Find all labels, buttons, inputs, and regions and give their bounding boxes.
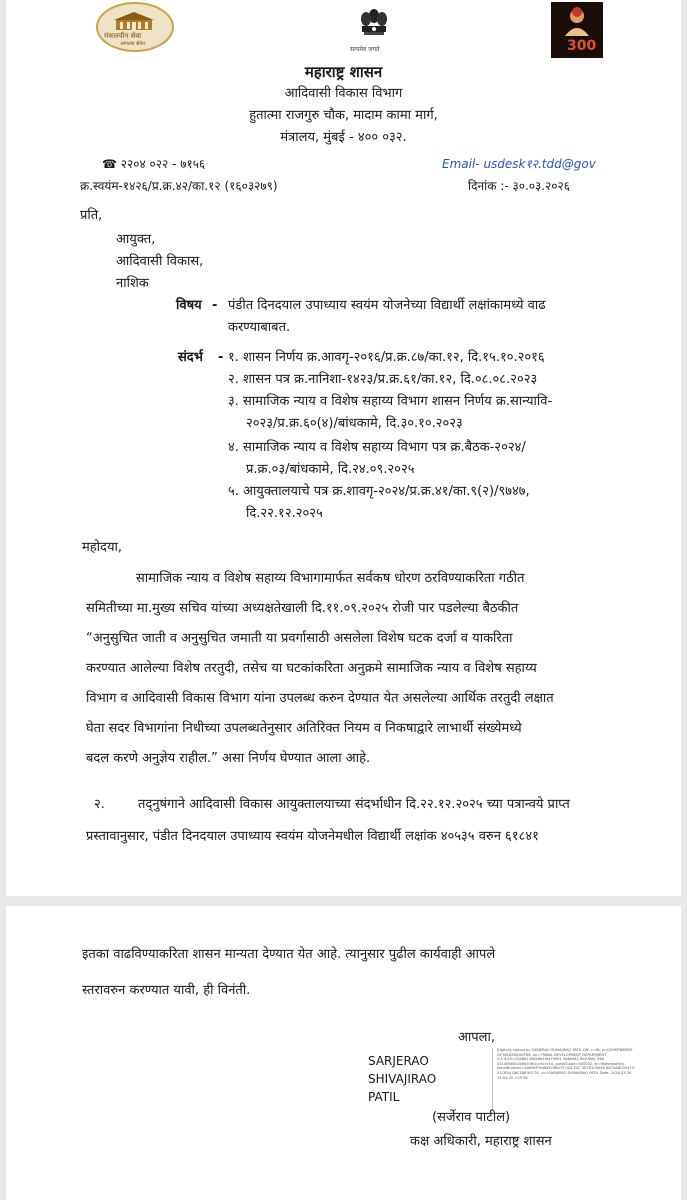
anniversary-logo xyxy=(551,2,603,58)
references-label: संदर्भ xyxy=(178,350,203,365)
mantralay-seva-logo xyxy=(96,2,174,52)
digital-signature-details: Digitally signed by SARJERAO SHIVAJIRAO PATIL DN: c=IN, o=GOVERNMENT OF MAHARASHTRA, ou=TRIBAL DEVELOPMENT DEPARTMENT, 2.5.4.20=22b6b1306b9b1fe479061 0b8e941 9b378e1 56d 03140665c2b60c0fe1cc5ccc1a, postalCode=400032, st=Maharashtra, serialNumber=AA89CF93AD925B079 02A E4C 36781C9045 8674A8C05473 51CB54 D6CD8F5EC7A, cn=SARJERAO SHIVAJIRAO PATIL Date: 2026.03.30 15:53:20 +05'30' xyxy=(492,1048,637,1110)
logo-right-number: 300 xyxy=(567,38,597,54)
reference-line: २. शासन पत्र क्र.नानिशा-१४२३/प्र.क्र.६१/का.१२, दि.०८.०८.२०२३ xyxy=(228,372,538,387)
letter-page-1 xyxy=(6,0,681,896)
subject-label: विषय xyxy=(176,298,202,313)
references-dash: - xyxy=(218,350,224,365)
salutation: महोदया, xyxy=(82,540,122,555)
paragraph-1-line: सामाजिक न्याय व विशेष सहाय्य विभागामार्फत सर्वकष धोरण ठरविण्याकरिता गठीत xyxy=(136,571,525,586)
building-icon xyxy=(112,10,156,32)
signer-name-line: SARJERAO xyxy=(368,1054,429,1068)
subject-line-2: करण्याबाबत. xyxy=(228,320,291,335)
reference-line: दि.२२.१२.२०२५ xyxy=(246,506,323,521)
phone-number: ☎ २२०४ ०२२ - ७१५६ xyxy=(102,157,206,171)
department-name: आदिवासी विकास विभाग xyxy=(284,86,403,101)
recipient-line-1: आयुक्त, xyxy=(116,232,156,247)
address-line-1: हुतात्मा राजगुरु चौक, मादाम कामा मार्ग, xyxy=(249,108,438,123)
letter-date: दिनांक :- ३०.०३.२०२६ xyxy=(468,179,571,193)
paragraph-3-line: इतका वाढविण्याकरिता शासन मान्यता देण्यात येत आहे. त्यानुसार पुढील कार्यवाही आपले xyxy=(82,947,496,962)
paragraph-3-line: स्तरावरुन करण्यात यावी, ही विनंती. xyxy=(82,983,251,998)
reference-line: ४. सामाजिक न्याय व विशेष सहाय्य विभाग पत्र क्र.बैठक-२०२४/ xyxy=(228,440,526,455)
reference-line: २०२३/प्र.क्र.६०(४)/बांधकामे, दि.३०.१०.२०२३ xyxy=(246,416,463,431)
letter-page-2 xyxy=(6,906,681,1200)
recipient-line-3: नाशिक xyxy=(116,276,149,291)
recipient-line-2: आदिवासी विकास, xyxy=(116,254,204,269)
logo-left-subtext: आपल्या सेवेत xyxy=(120,41,146,47)
paragraph-2-number: २. xyxy=(94,797,105,812)
address-line-2: मंत्रालय, मुंबई - ४०० ०३२. xyxy=(280,130,407,145)
closing: आपला, xyxy=(458,1030,495,1045)
reference-number: क्र.स्वयंम-१४२६/प्र.क्र.४२/का.१२ (१६०३२७९) xyxy=(80,179,278,193)
paragraph-1-line: समितीच्या मा.मुख्य सचिव यांच्या अध्यक्षतेखाली दि.११.०९.२०२५ रोजी पार पडलेल्या बैठकीत xyxy=(86,601,519,616)
reference-line: ५. आयुक्तालयाचे पत्र क्र.शावगृ-२०२४/प्र.क्र.४१/का.९(२)/९७४७, xyxy=(228,484,530,499)
signer-name-line: SHIVAJIRAO xyxy=(368,1072,437,1086)
paragraph-1-line: “अनुसुचित जाती व अनुसुचित जमाती या प्रवर्गासाठी असलेला विशेष घटक दर्जा व याकरिता xyxy=(86,631,513,646)
signer-designation: कक्ष अधिकारी, महाराष्ट्र शासन xyxy=(410,1134,552,1149)
paragraph-1-line: विभाग व आदिवासी विकास विभाग यांना उपलब्ध करुन देण्यात येत असलेल्या आर्थिक तरतुदी लक्षात xyxy=(86,691,554,706)
paragraph-2-line: प्रस्तावानुसार, पंडीत दिनदयाल उपाध्याय स्वयंम योजनेमधील विद्यार्थी लक्षांक ४०५३५ वरुन ६१८४१ xyxy=(86,829,539,844)
paragraph-1-line: घेता सदर विभागांना निधीच्या उपलब्धतेनुसार अतिरिक्त नियम व निकषाद्वारे लाभार्थी संख्येमध्ये xyxy=(86,721,522,736)
reference-line: ३. सामाजिक न्याय व विशेष सहाय्य विभाग शासन निर्णय क्र.सान्यावि- xyxy=(228,394,553,409)
email-address[interactable]: Email- usdesk१२.tdd@gov xyxy=(442,157,596,171)
paragraph-1-line: करण्यात आलेल्या विशेष तरतुदी, तसेच या घटकांकरिता अनुक्रमे सामाजिक न्याय व विशेष सहाय्य xyxy=(86,661,537,676)
reference-line: प्र.क्र.०३/बांधकामे, दि.२४.०९.२०२५ xyxy=(246,462,415,477)
emblem-motto: सत्यमेव जयते xyxy=(350,46,380,53)
subject-dash: - xyxy=(212,298,218,313)
signer-name-line: PATIL xyxy=(368,1090,400,1104)
subject-line-1: पंडीत दिनदयाल उपाध्याय स्वयंम योजनेच्या विद्यार्थी लक्षांकामध्ये वाढ xyxy=(228,298,546,313)
reference-line: १. शासन निर्णय क्र.आवगृ-२०१६/प्र.क्र.८७/का.१२, दि.१५.१०.२०१६ xyxy=(228,350,545,365)
government-name: महाराष्ट्र शासन xyxy=(304,63,383,81)
signer-name-marathi: (सर्जेराव पाटील) xyxy=(432,1110,511,1125)
paragraph-1-line: बदल करणे अनुज्ञेय राहील.” असा निर्णय घेण्यात आला आहे. xyxy=(86,751,371,766)
logo-left-text: मंत्रालयीन सेवा xyxy=(104,32,142,40)
recipient-prefix: प्रति, xyxy=(80,208,103,223)
paragraph-2-line: तद्नुषंगाने आदिवासी विकास आयुक्तालयाच्या संदर्भाधीन दि.२२.१२.२०२५ च्या पत्रान्वये प्राप्त xyxy=(138,797,570,812)
